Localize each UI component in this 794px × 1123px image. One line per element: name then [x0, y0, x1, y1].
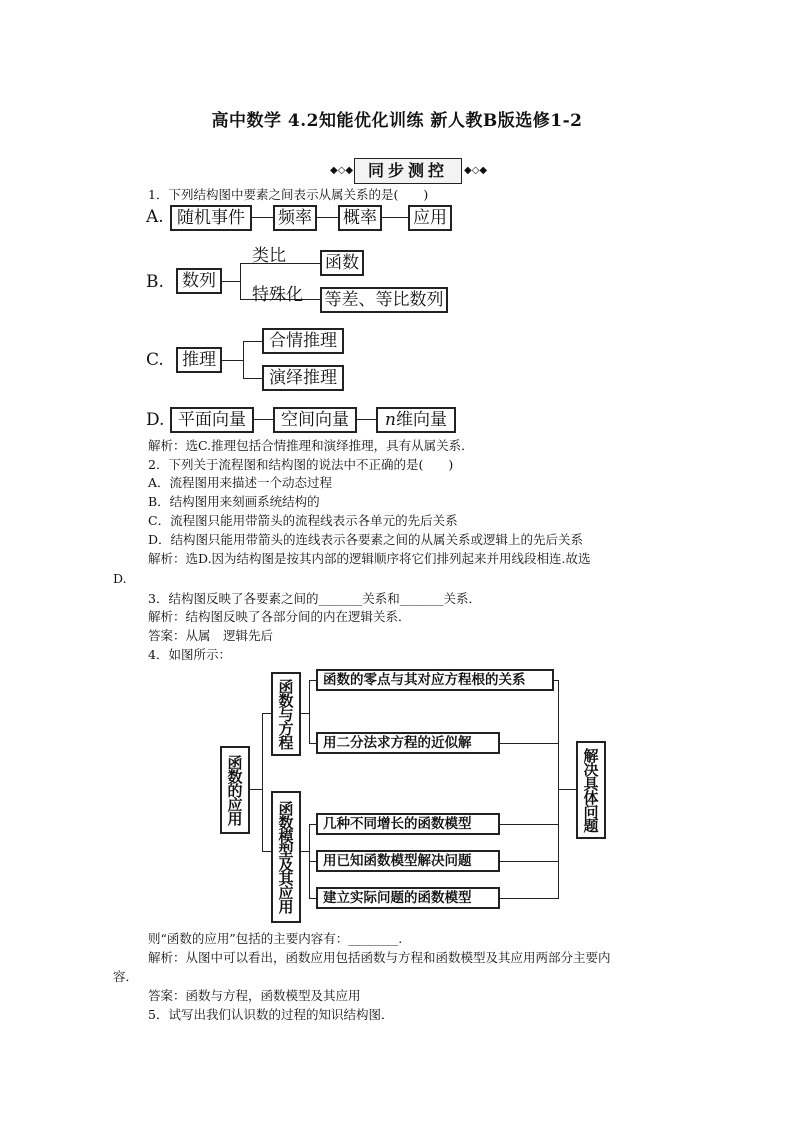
question-3-stem: 3．结构图反映了各要素之间的_______关系和_______关系． [148, 591, 481, 606]
option-b-letter: B. [146, 272, 164, 292]
question-4-analysis-continued: 容． [113, 969, 139, 984]
question-3-analysis: 解析：结构图反映了各部分间的内在逻辑关系． [148, 609, 411, 624]
option-a-letter: A. [146, 207, 164, 227]
connector-line [317, 217, 338, 218]
box-function-model-and-application: 函数模型及其应用 [271, 791, 301, 923]
box-different-growth-models: 几种不同增长的函数模型 [316, 813, 500, 835]
connector-line [309, 680, 310, 744]
connector-line [500, 824, 558, 825]
question-5-stem: 5．试写出我们认识数的过程的知识结构图． [148, 1007, 394, 1022]
diamond-decoration-right: ◆◇◆ [464, 165, 488, 176]
box-use-known-models: 用已知函数模型解决问题 [316, 850, 500, 872]
page-title: 高中数学 4.2知能优化训练 新人教B版选修1-2 [211, 111, 583, 131]
connector-line [250, 789, 262, 790]
connector-line [222, 281, 240, 282]
connector-line [301, 713, 309, 714]
box-random-event: 随机事件 [170, 205, 252, 231]
connector-line [309, 861, 316, 862]
question-2-option-a: A．流程图用来描述一个动态过程 [148, 475, 333, 490]
question-4-answer: 答案：函数与方程，函数模型及其应用 [148, 988, 361, 1003]
connector-line [500, 898, 558, 899]
label-analogy: 类比 [252, 246, 286, 266]
variable-n: n [385, 410, 396, 430]
box-application: 应用 [408, 205, 452, 231]
option-c-letter: C. [146, 350, 164, 370]
connector-line [243, 341, 244, 379]
question-2-stem: 2．下列关于流程图和结构图的说法中不正确的是( ) [148, 457, 454, 472]
option-d-letter: D. [146, 410, 165, 430]
box-function-and-equation: 函数与方程 [271, 672, 301, 756]
box-n-dimensional-vector [376, 407, 456, 433]
section-banner-text: 同步测控 [354, 158, 462, 184]
connector-line [500, 861, 558, 862]
box-function-application: 函数的应用 [220, 746, 250, 834]
box-build-real-models: 建立实际问题的函数模型 [316, 887, 500, 909]
connector-line [262, 851, 271, 852]
connector-line [301, 851, 309, 852]
label-specialization: 特殊化 [252, 285, 303, 305]
question-3-answer: 答案：从属 逻辑先后 [148, 628, 274, 643]
connector-line [262, 713, 271, 714]
connector-line [243, 341, 262, 342]
question-4-question: 则“函数的应用”包括的主要内容有：________. [148, 931, 403, 946]
connector-line [254, 419, 273, 420]
question-2-analysis: 解析：选D.因为结构图是按其内部的逻辑顺序将它们排列起来并用线段相连.故选 [148, 551, 591, 566]
connector-line [309, 743, 316, 744]
box-bisection-method: 用二分法求方程的近似解 [316, 732, 500, 754]
box-zero-and-root-relation: 函数的零点与其对应方程根的关系 [316, 669, 554, 691]
diamond-decoration-left: ◆◇◆ [330, 165, 354, 176]
connector-line [222, 360, 243, 361]
question-4-analysis: 解析：从图中可以看出，函数应用包括函数与方程和函数模型及其应用两部分主要内 [148, 950, 611, 965]
question-2-option-b: B．结构图用来刻画系统结构的 [148, 494, 320, 509]
question-1-analysis: 解析：选C.推理包括合情推理和演绎推理，具有从属关系． [148, 438, 474, 453]
connector-line [309, 898, 316, 899]
connector-line [252, 217, 273, 218]
connector-line [558, 789, 576, 790]
section-banner [330, 158, 494, 184]
connector-line [500, 743, 558, 744]
connector-line [240, 263, 241, 300]
connector-line [382, 217, 408, 218]
box-n-dimensional-vector-label: 维向量 [395, 410, 447, 430]
box-frequency: 频率 [273, 205, 317, 231]
connector-line [309, 824, 316, 825]
box-deductive-reasoning: 演绎推理 [262, 365, 344, 391]
question-2-analysis-continued: D. [113, 571, 127, 586]
question-2-option-c: C．流程图只能用带箭头的流程线表示各单元的先后关系 [148, 513, 458, 528]
box-reasoning: 推理 [176, 347, 222, 373]
box-solve-specific-problems: 解决具体问题 [576, 741, 606, 839]
connector-line [243, 378, 262, 379]
question-4-stem: 4．如图所示： [148, 647, 231, 662]
box-function: 函数 [320, 250, 364, 276]
box-sequence: 数列 [176, 268, 222, 294]
connector-line [357, 419, 376, 420]
box-arithmetic-geometric-sequence: 等差、等比数列 [320, 287, 448, 313]
question-2-option-d: D．结构图只能用带箭头的连线表示各要素之间的从属关系或逻辑上的先后关系 [148, 532, 584, 547]
connector-line [309, 680, 316, 681]
box-plausible-reasoning: 合情推理 [262, 328, 344, 354]
question-1-stem: 1．下列结构图中要素之间表示从属关系的是( ) [148, 187, 429, 202]
connector-line [262, 713, 263, 852]
box-space-vector: 空间向量 [273, 407, 357, 433]
box-probability: 概率 [338, 205, 382, 231]
box-plane-vector: 平面向量 [170, 407, 254, 433]
